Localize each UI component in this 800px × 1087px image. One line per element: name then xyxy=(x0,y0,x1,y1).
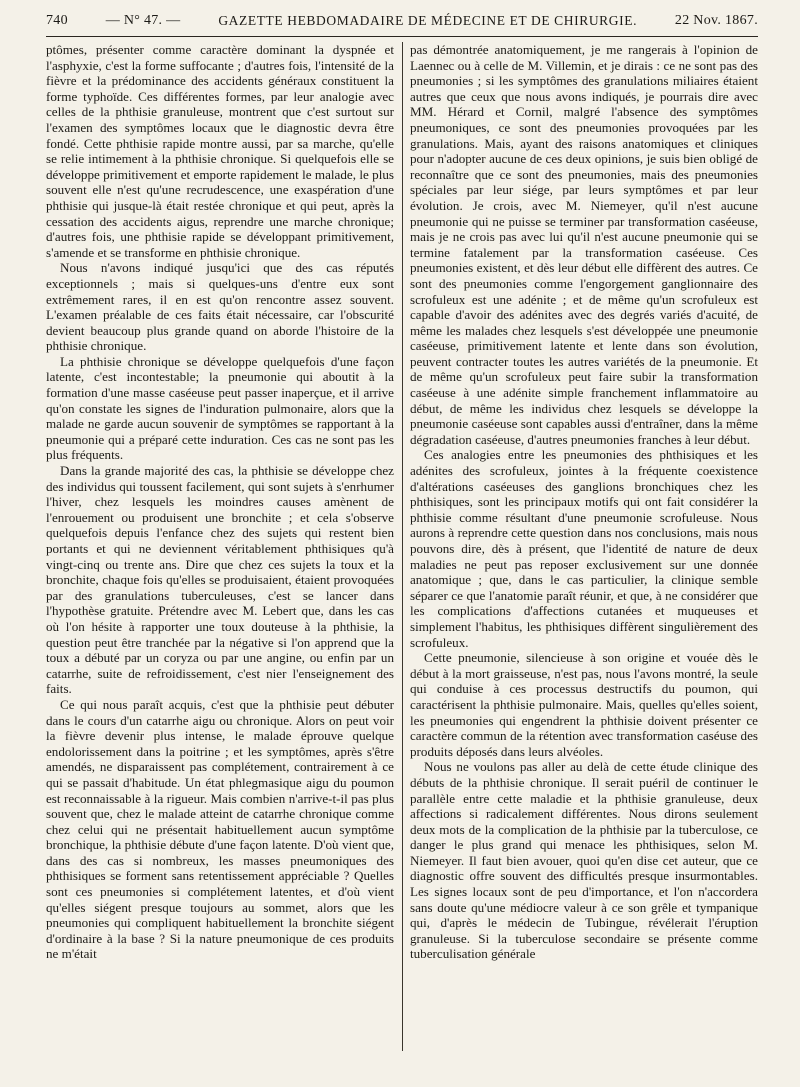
right-column xyxy=(410,42,758,1051)
issue-number: — N° 47. — xyxy=(105,13,181,28)
paragraph: Cette pneumonie, silencieuse à son origine et vouée dès le début à la mort graisseuse, n'est pas, nous l'avons montré, la seule qui conduise à ces processus destructifs du poumon, qui caractérisent la phthisie pulmonaire. Mais, quelles qu'elles soient, les pneumonies qui engendrent la phthisie doivent présenter ce caractère commun de la rétention avec transformation caséuse des produits déposés dans leurs alvéoles. xyxy=(410,650,758,759)
column-divider xyxy=(402,42,403,1051)
paragraph: Nous n'avons indiqué jusqu'ici que des cas réputés exceptionnels ; mais si quelques-uns d'entre eux sont extrêmement rares, il en est qu'on rencontre assez souvent. L'examen préalable de ces faits était nécessaire, car l'obscurité devient beaucoup plus grande quand on aborde l'histoire de la phthisie chronique. xyxy=(46,260,394,354)
left-column xyxy=(46,42,394,1051)
paragraph: pas démontrée anatomiquement, je me rangerais à l'opinion de Laennec ou à celle de M. Villemin, et je dirais : ce ne sont pas des pneumonies ; si les symptômes des granulations miliaires étaient autres que ceux que nous avons indiqués, je pourrais dire avec MM. Hérard et Cornil, malgré l'absence des symptômes pneumoniques, ce sont des pneumonies provoquées par les granulations. Mais, ayant des raisons anatomiques et cliniques pour n'adopter aucune de ces deux opinions, je suis bien obligé de reconnaître que ce sont des pneumonies, mais des pneumonies spéciales par leur siége, par leurs symptômes et par leur évolution. Je crois, avec M. Niemeyer, qu'il n'est aucune pneumonie qui ne puisse se terminer par transformation caséeuse, mais je ne crois pas avec lui qu'il n'est aucune pneumonie qui se termine fatalement par la transformation caséeuse. Ces pneumonies existent, et dès leur début elle diffèrent des autres. Ce sont des pneumonies comme l'engorgement ganglionnaire des scrofuleux est une adénite ; et de même qu'un scrofuleux est capable d'avoir des adénites avec des degrés variés d'acuité, de même les malades chez lesquels s'est développée une pneumonie caséeuse, primitivement latente et lente dans son évolution, peuvent contracter toutes les autres variétés de la pneumonie. Et de même qu'un scrofuleux peut faire subir la transformation caséeuse à une adénite simple franchement inflammatoire au début, de même les individus chez lesquels se développe la pneumonie caséeuse sont capables aussi d'entraîner, dans la même dégradation caséeuse, d'autres pneumonies franches à leur début. xyxy=(410,42,758,447)
paragraph: Ce qui nous paraît acquis, c'est que la phthisie peut débuter dans le cours d'un catarrhe aigu ou chronique. Alors on peut voir la fièvre devenir plus intense, le malade éprouve quelque endolorissement dans la poitrine ; et les symptômes, après s'être amendés, ne disparaissent pas complétement, contrairement à ce qui se passait d'habitude. Un état phlegmasique aigu du poumon est reconnaissable à la rigueur. Mais combien n'arrive-t-il pas plus souvent que, chez le malade atteint de catarrhe chronique comme chez celui qui ne présentait habituellement aucun symptôme bronchique, la phthisie débute d'une façon latente. D'où vient que, dans des cas si nombreux, les masses pneumoniques des phthisiques se forment sans retentissement appréciable ? Quelles sont ces pneumonies si complétement latentes, et d'où vient qu'elles siégent presque toujours au sommet, alors que les pneumonies qui compliquent habituellement la bronchite siégent d'ordinaire à la base ? Si la nature pneumonique de ces produits ne m'était xyxy=(46,696,394,962)
page-number: 740 xyxy=(46,13,68,28)
paragraph: Nous ne voulons pas aller au delà de cette étude clinique des débuts de la phthisie chronique. Il serait puéril de continuer le parallèle entre cette maladie et la phthisie granuleuse, deux affections si radicalement différentes. Nous dirons seulement deux mots de la complication de la phthisie par la tuberculose, ce danger le plus grand qui menace les phthisiques, selon M. Niemeyer. Il faut bien avouer, quoi qu'en dise cet auteur, que ce diagnostic offre souvent des difficultés presque insurmontables. Les signes locaux sont de peu d'importance, et l'on n'accordera sans doute qu'une médiocre valeur à ce son grêle et tympanique qui, d'après le médecin de Tubingue, révélerait l'éruption granuleuse. Si la tuberculose secondaire se présente comme tuberculisation générale xyxy=(410,759,758,962)
paragraph: ptômes, présenter comme caractère dominant la dyspnée et l'asphyxie, c'est la forme suffocante ; d'autres fois, l'intensité de la fièvre et la prédominance des accidents généraux constituent la forme typhoïde. Ces différentes formes, par leur analogie avec celles de la phthisie granuleuse, montrent que c'est surtout sur l'examen des symptômes locaux que le diagnostic devra être fondé. Cette phthisie rapide montre aussi, par sa marche, qu'elle se relie intimement à la phthisie chronique. Si quelquefois elle se développe primitivement et emporte rapidement le malade, le plus souvent elle n'est qu'une recrudescence, une exaspération d'une phthisie qui jusque-là était restée chronique et qui peut, après la cessation des accidents aigus, reprendre une marche chronique; d'autres fois, une phthisie rapide se développant primitivement, s'amende et se transforme en phthisie chronique. xyxy=(46,42,394,260)
text-columns xyxy=(46,42,758,1051)
issue-date: 22 Nov. 1867. xyxy=(674,13,758,28)
journal-title: GAZETTE HEBDOMADAIRE DE MÉDECINE ET DE CHIRURGIE. xyxy=(218,13,638,28)
paragraph: Ces analogies entre les pneumonies des phthisiques et les adénites des scrofuleux, jointes à la fréquente coexistence d'altérations caséeuses des ganglions bronchiques chez les phthisiques, sont les principaux motifs qui ont fait considérer la phthisie comme résultant d'une pneumonie scrofuleuse. Nous aurons à reprendre cette question dans nos conclusions, mais nous pouvons dire, dès à présent, que l'identité de nature de deux maladies ne peut pas reposer exclusivement sur une donnée anatomique ; que, dans le cas particulier, la clinique semble séparer ce que l'anatomie paraît réunir, et que, à ne considérer que les complications d'affections cutanées et muqueuses et simplement l'habitus, les phthisiques diffèrent singulièrement des scrofuleux. xyxy=(410,447,758,650)
paragraph: Dans la grande majorité des cas, la phthisie se développe chez des individus qui toussent facilement, qui sont sujets à s'enrhumer l'hiver, chez lesquels les moindres causes amènent de l'enrouement ou produisent une bronchite ; et cela s'observe quelquefois depuis l'enfance chez des sujets qui restent bien portants et qui ne deviennent véritablement phthisiques qu'à vingt-cinq ou trente ans. Dire que chez ces sujets la toux et la bronchite, chaque fois qu'elles se produisaient, étaient provoquées par des granulations tuberculeuses, c'est se lancer dans l'hypothèse gratuite. Prétendre avec M. Lebert que, dans les cas où l'on hésite à rapporter une toux douteuse à la phthisie, la question peut être tranchée par la négative si l'on apprend que la toux a débuté par un coryza ou par une angine, ou enfin par un catarrhe, suite de refroidissement, c'est nier l'enseignement des faits. xyxy=(46,463,394,697)
paragraph: La phthisie chronique se développe quelquefois d'une façon latente, c'est incontestable; la pneumonie qui aboutit à la formation d'une masse caséeuse peut passer inaperçue, et il arrive qu'on constate les signes de l'induration pulmonaire, alors que la malade ne garde aucun souvenir de symptômes se rapportant à la pneumonie qui a préparé cette induration. Ces cas ne sont pas les plus fréquents. xyxy=(46,353,394,463)
page-header xyxy=(46,6,758,37)
